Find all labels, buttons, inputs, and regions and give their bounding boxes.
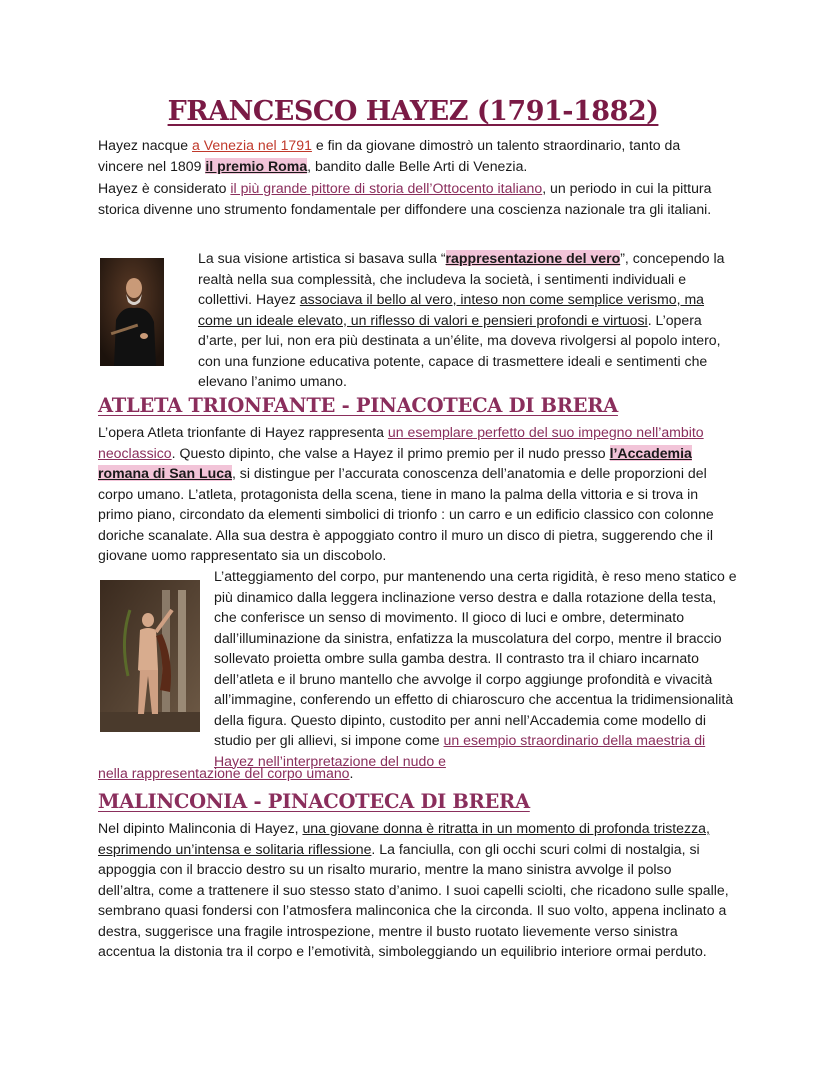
intro-paragraph-1 — [98, 135, 728, 176]
text: Hayez è considerato — [98, 180, 231, 196]
intro-paragraph-3 — [198, 248, 733, 392]
text: L’opera Atleta trionfante di Hayez rappresenta — [98, 424, 388, 440]
neoclassical-link: un esemplare perfetto del suo impegno nell’ambito neoclassico — [98, 424, 704, 461]
section-heading-malinconia: MALINCONIA - PINACOTECA DI BRERA — [98, 790, 530, 813]
text: La sua visione artistica si basava sulla “ — [198, 250, 446, 266]
athlete-image — [100, 580, 200, 732]
text: Hayez nacque — [98, 137, 193, 153]
portrait-image — [100, 258, 164, 366]
mastery-link: un esempio straordinario della maestria di Hayez nell’interpretazione del nudo e — [214, 732, 706, 769]
text: , un periodo in cui la pittura storica divenne uno strumento fondamentale per diffondere una coscienza nazionale tra gli italiani. — [98, 180, 712, 217]
underlined-phrase: una giovane donna è ritratta in un momento di profonda tristezza, esprimendo un’intensa e solitaria riflessione — [98, 820, 710, 857]
mastery-link-continued: nella rappresentazione del corpo umano — [98, 765, 350, 781]
birth-link: a Venezia nel 1791 — [192, 137, 312, 153]
atleta-paragraph-2 — [214, 566, 738, 771]
greatest-painter-link: il più grande pittore di storia dell’Ottocento italiano — [230, 180, 543, 196]
malinconia-paragraph — [98, 818, 730, 962]
intro-paragraph-2 — [98, 178, 728, 219]
atleta-paragraph-1 — [98, 422, 736, 566]
text: . — [349, 765, 354, 781]
text: L’atteggiamento del corpo, pur mantenendo una certa rigidità, è reso meno statico e più dinamico dalla leggera inclinazione verso destra e dalla rotazione della testa, che conferisce un senso di movimento. Il gioco di luci e ombre, determinato dall’illuminazione da sinistra, enfatizza la muscolatura del corpo, mentre il braccio sollevato proietta ombre sulla gamba destra. Il contrasto tra il chiaro incarnato dell’atleta e il bruno mantello che avvolge il corpo aggiunge profondità e vivacità all’immagine, conferendo un effetto di chiaroscuro che accentua la tridimensionalità della figura. Questo dipinto, custodito per anni nell’Accademia come modello di studio per gli allievi, si impone come — [214, 568, 737, 748]
underlined-phrase: associava il bello al vero, inteso non come semplice verismo, ma come un ideale elevato, un riflesso di valori e pensieri profondi e virtuosi — [198, 291, 705, 328]
text: . La fanciulla, con gli occhi scuri colmi di nostalgia, si appoggia con il braccio destro su un risalto murario, mentre la mano sinistra avvolge il polso dell’altra, come a trattenere il suo stesso stato d’animo. I suoi capelli sciolti, che ricadono sulle spalle, sembrano quasi fondersi con l’atmosfera malinconica che la circonda. Il suo volto, appena inclinato a destra, suggerisce una fragile introspezione, mentre il busto ruotato lievemente verso sinistra accentua la distonia tra il corpo e l’emotività, simboleggiando un equilibrio interiore ormai perduto. — [98, 840, 729, 959]
text: . L’opera d’arte, per lui, non era più destinata a un’élite, ma doveva rivolgersi al popolo intero, con una funzione educativa potente, capace di trasmettere ideali e sentimenti che elevano l’animo umano. — [198, 311, 721, 389]
section-heading-atleta: ATLETA TRIONFANTE - PINACOTECA DI BRERA — [98, 394, 618, 417]
text: , bandito dalle Belle Arti di Venezia. — [307, 157, 528, 174]
text: ”, concependo la realtà nella sua complessità, che includeva la società, i sentimenti individuali e collettivi. Hayez — [198, 250, 725, 307]
text: e fin da giovane dimostrò un talento straordinario, tanto da vincere nel 1809 — [98, 137, 681, 174]
text: . Questo dipinto, che valse a Hayez il primo premio per il nudo presso — [171, 444, 610, 461]
athlete-painting-icon — [100, 580, 200, 732]
text: Nel dipinto Malinconia di Hayez, — [98, 820, 303, 836]
text: , si distingue per l’accurata conoscenza dell’anatomia e delle proporzioni del corpo umano. L’atleta, protagonista della scena, tiene in mano la palma della vittoria e si trova in primo piano, circondato da elementi simbolici di trionfo : un carro e un edificio classico con colonne doriche scanalate. Alla sua destra è appoggiato contro il muro un disco di pietra, suggerendo che il giovane uomo rappresentato sia un discobolo. — [98, 465, 714, 563]
atleta-paragraph-2-end — [98, 763, 728, 784]
highlight-rappresentazione-vero: rappresentazione del vero — [445, 250, 621, 266]
self-portrait-icon — [100, 258, 164, 366]
page-title: FRANCESCO HAYEZ (1791-1882) — [167, 96, 659, 127]
highlight-premio-roma: il premio Roma — [205, 157, 308, 174]
highlight-accademia: l’Accademia romana di San Luca — [98, 444, 692, 481]
